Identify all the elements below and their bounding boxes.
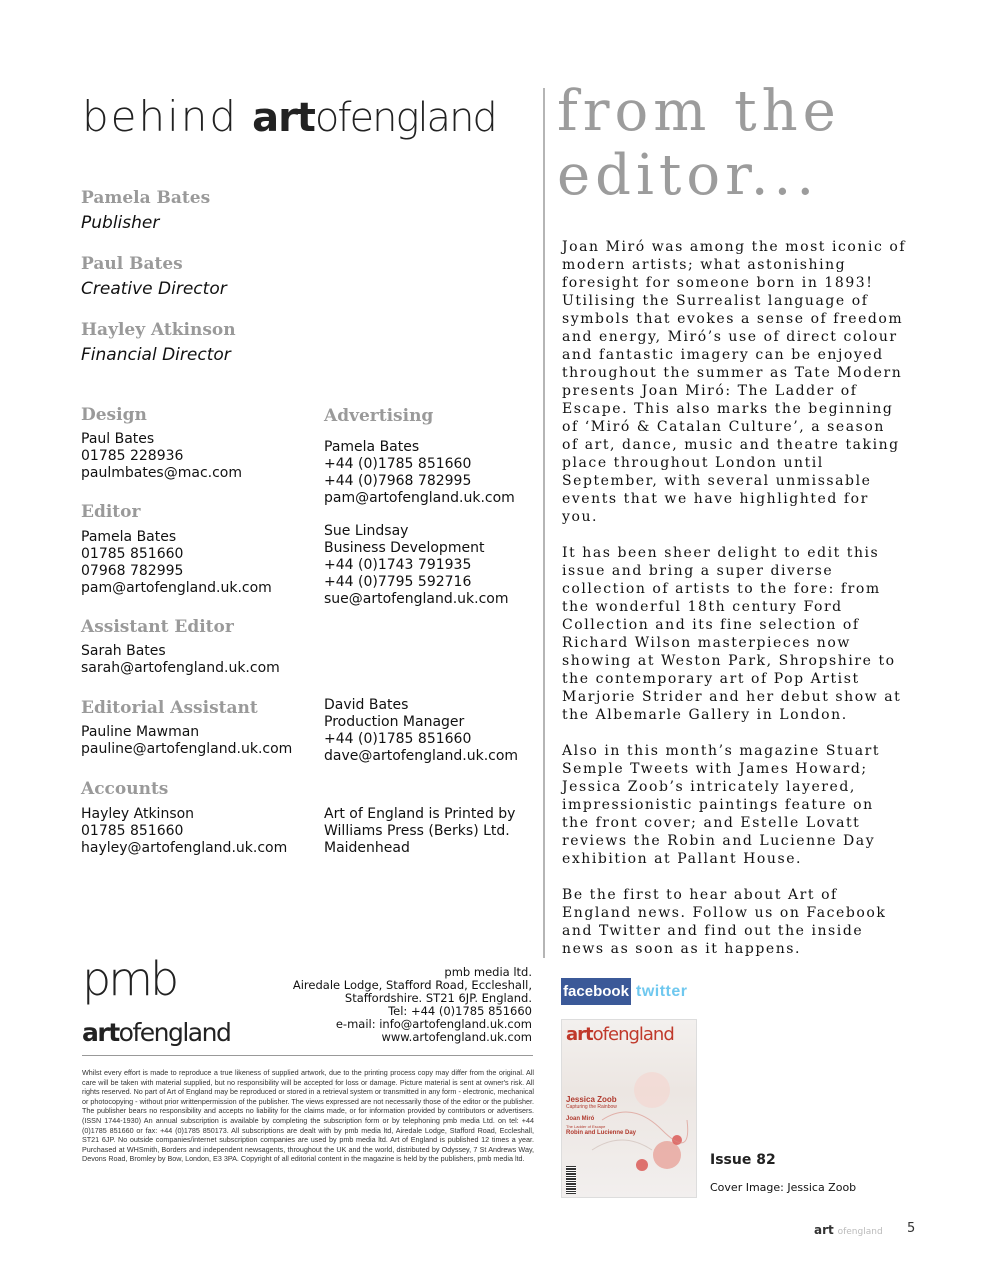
- advertising-contact: Pamela Bates +44 (0)1785 851660 +44 (0)7968 782995 pam@artofengland.uk.com: [324, 439, 515, 506]
- cover-line: Robin and Lucienne Day: [566, 1130, 637, 1136]
- section-title-design: Design: [81, 405, 147, 425]
- behind-label: behind: [82, 92, 239, 141]
- magazine-cover-image: [561, 1019, 697, 1198]
- cover-line: The Ladder of Escape: [566, 1124, 606, 1129]
- section-title-assistant-editor: Assistant Editor: [81, 617, 234, 637]
- barcode: [566, 1166, 576, 1194]
- cover-credit: Cover Image: Jessica Zoob: [710, 1181, 857, 1194]
- printer-credit: Art of England is Printed by Williams Press (Berks) Ltd. Maidenhead: [324, 806, 516, 856]
- cover-headline: Jessica Zoob: [566, 1095, 617, 1104]
- staff-name: Pamela Bates: [81, 188, 211, 208]
- staff-name: Hayley Atkinson: [81, 320, 236, 340]
- issue-number: Issue 82: [710, 1152, 776, 1168]
- section-title-advertising: Advertising: [324, 406, 434, 426]
- section-title-accounts: Accounts: [81, 779, 169, 799]
- footer-logo: art ofengland: [814, 1223, 883, 1237]
- editor-paragraph: Also in this month’s magazine Stuart Semple Tweets with James Howard; Jessica Zoob’s intricately layered, impressionistic paintings feature on the front cover; and Estelle Lovatt reviews the Robin and Lucienne Day exhibition at Pallant House.: [562, 743, 881, 867]
- production-contact: David Bates Production Manager +44 (0)1785 851660 dave@artofengland.uk.com: [324, 697, 519, 764]
- cover-logo: artofengland: [566, 1024, 674, 1045]
- editor-heading: from the editor...: [557, 79, 841, 208]
- section-text-editor: Pamela Bates 01785 851660 07968 782995 pam@artofengland.uk.com: [81, 529, 272, 596]
- cover-subhead: Capturing the Rainbow: [566, 1104, 617, 1110]
- section-text-assistant-editor: Sarah Bates sarah@artofengland.uk.com: [81, 643, 280, 676]
- editor-paragraph: Joan Miró was among the most iconic of modern artists; what astonishing foresight for someone born in 1893! Utilising the Surrealist language of symbols that evokes a sense of freedom and energy, Miró’s use of direct colour and fantastic imagery can be enjoyed throughout the summer as Tate Modern presents Joan Miró: The Ladder of Escape. This also marks the beginning of ‘Miró & Catalan Culture’, a season of art, dance, music and theatre taking place throughout London until September, with several unmissable events that we have highlighted for you.: [562, 239, 907, 525]
- pmb-logo: pmb: [82, 952, 177, 1006]
- advertising-contact: Sue Lindsay Business Development +44 (0)1743 791935 +44 (0)7795 592716 sue@artofengland.uk.com: [324, 523, 509, 607]
- facebook-badge[interactable]: facebook: [561, 978, 631, 1005]
- footer-divider: [82, 1055, 533, 1056]
- section-title-editorial-assistant: Editorial Assistant: [81, 698, 258, 718]
- editor-paragraph: Be the first to hear about Art of England news. Follow us on Facebook and Twitter and find out the inside news as soon as it happens.: [562, 887, 887, 957]
- staff-role: Creative Director: [81, 279, 227, 299]
- legal-disclaimer: Whilst every effort is made to reproduce a true likeness of supplied artwork, due to the printing process copy may differ from the original. All care will be taken with material supplied, but no responsibility will be accepted for loss or damage. Picture material is sent at owner's risk. All rights reserved. No part of Art of England may be reproduced or stored in a retrieval system or transmitted in any form - electronic, mechanical or photocopying - without prior writtenpermission of the publisher. The views expressed are not necessarily those of the editor or the publisher. The publisher bears no responsibility and accepts no liability for the claims made, or for information provided by contributors or advertisers. (ISSN 1744-1930) An annual subscription is available by completing the subscription form or by telephoning pmb media Ltd. on tel: +44 (0)1785 851660 or fax: +44 (0)1785 850173. All subscriptions are dealt with by pmb media ltd, Airedale Lodge, Stafford Road, Eccleshall, ST21 6JP. No outside companies/internet subscription companies are used by pmb media ltd. Art of England is published 12 times a year. Purchased at WHSmith, Borders and independent newsagents, throughout the UK and the world, distributed by Odyssey, 7 St Andrews Way, Devons Road, Bromley by Bow, London, E3 3PA. Copyright of all editorial content in the magazine is held by the publishers, pmb media ltd.: [82, 1068, 534, 1164]
- section-text-design: Paul Bates 01785 228936 paulmbates@mac.com: [81, 431, 242, 481]
- cover-line: Joan Miró: [566, 1116, 595, 1122]
- cover-artwork: [582, 1060, 692, 1180]
- section-text-editorial-assistant: Pauline Mawman pauline@artofengland.uk.com: [81, 724, 293, 757]
- staff-role: Publisher: [81, 213, 160, 233]
- section-title-editor: Editor: [81, 502, 141, 522]
- art-of-england-logo-small: artofengland: [82, 1018, 231, 1047]
- twitter-badge[interactable]: twitter: [636, 983, 688, 1000]
- page-number: 5: [907, 1221, 916, 1236]
- staff-role: Financial Director: [81, 345, 231, 365]
- column-divider: [543, 88, 545, 958]
- art-of-england-logo: artofengland: [252, 95, 496, 141]
- staff-name: Paul Bates: [81, 254, 183, 274]
- editor-letter: [562, 238, 907, 976]
- masthead-behind: [82, 92, 496, 141]
- publisher-address: pmb media ltd. Airedale Lodge, Stafford Road, Eccleshall, Staffordshire. ST21 6JP. England. Tel: +44 (0)1785 851660 e-mail: info@artofengland.uk.com www.artofengland.uk.com: [292, 965, 532, 1044]
- section-text-accounts: Hayley Atkinson 01785 851660 hayley@artofengland.uk.com: [81, 806, 288, 856]
- editor-paragraph: It has been sheer delight to edit this issue and bring a super diverse collection of artists to the fore: from the wonderful 18th century Ford Collection and its fine selection of Richard Wilson masterpieces now showing at Weston Park, Shropshire to the contemporary art of Pop Artist Marjorie Strider and her debut show at the Albemarle Gallery in London.: [562, 545, 902, 723]
